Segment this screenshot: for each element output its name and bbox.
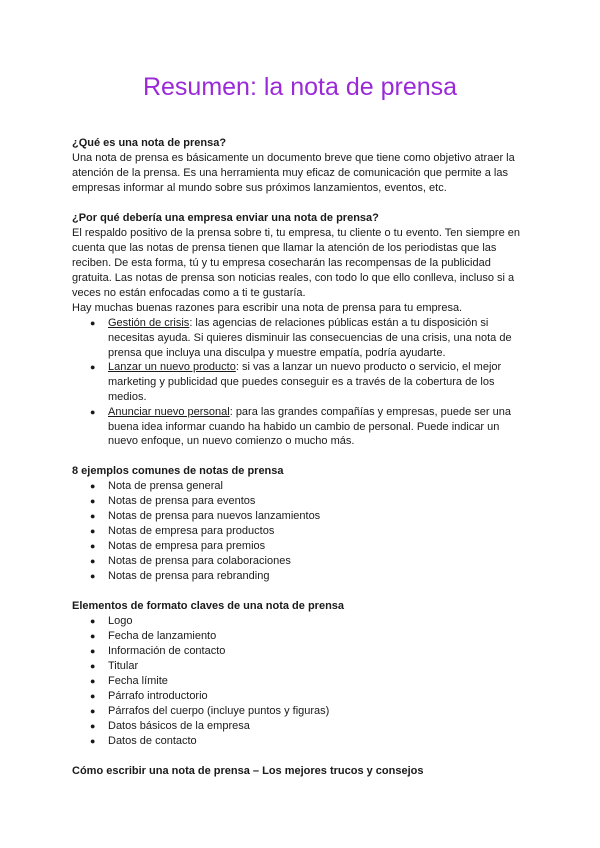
list-item-text: Fecha de lanzamiento (108, 630, 217, 643)
bullet-icon: ● (90, 571, 96, 582)
reasons-list (72, 316, 528, 449)
list-item (90, 479, 528, 494)
list-item-text: Datos de contacto (108, 735, 197, 748)
section-why (72, 211, 528, 449)
list-item (90, 659, 528, 674)
reason-term: Gestión de crisis (108, 317, 190, 329)
list-item-text: Notas de empresa para productos (108, 525, 275, 538)
list-item-text: Notas de prensa para eventos (108, 495, 256, 508)
reason-text: : para las grandes compañías y empresas, puede ser una buena idea informar cuando ha habido un cambio de personal. Puede indicar un nuevo enfoque, un nuevo comienzo o mucho más. (108, 405, 511, 448)
list-item (90, 539, 528, 554)
list-item-text: Notas de prensa para colaboraciones (108, 555, 291, 568)
section-body: El respaldo positivo de la prensa sobre ti, tu empresa, tu cliente o tu evento. Ten siempre en cuenta que las notas de prensa tienen que llamar la atención de los periodistas que las reciben. De esta forma, tú y tu empresa cosecharán las recompensas de la publicidad gratuita. Las notas de prensa son noticias reales, con todo lo que ello conlleva, incluso si a veces no están enfocadas como a ti te gustaría. (72, 227, 520, 299)
list-item (90, 629, 528, 644)
bullet-icon: ● (90, 661, 96, 672)
bullet-icon: ● (90, 541, 96, 552)
bullet-icon: ● (90, 526, 96, 537)
bullet-icon: ● (90, 362, 96, 373)
section-what-is (72, 136, 528, 196)
section-examples (72, 464, 528, 584)
list-item (90, 405, 528, 449)
bullet-icon: ● (90, 496, 96, 507)
list-item-text: Datos básicos de la empresa (108, 720, 250, 733)
list-item (90, 674, 528, 689)
reason-text: : las agencias de relaciones públicas están a tu disposición si necesitas ayuda. Si quieres disminuir las consecuencias de una crisis, una nota de prensa que incluya una disculpa y muestre empatía, podría ayudarte. (108, 317, 512, 359)
section-heading: ¿Qué es una nota de prensa? (72, 137, 227, 149)
list-item-text: Notas de empresa para premios (108, 540, 266, 553)
section-body: Una nota de prensa es básicamente un documento breve que tiene como objetivo atraer la atención de la prensa. Es una herramienta muy eficaz de comunicación que permite a las empresas informar al mundo sobre sus próximos lanzamientos, eventos, etc. (72, 152, 515, 194)
bullet-icon: ● (90, 406, 96, 417)
bullet-icon: ● (90, 616, 96, 627)
list-item-text: Nota de prensa general (108, 480, 223, 493)
bullet-icon: ● (90, 631, 96, 642)
list-item-text: Párrafo introductorio (108, 690, 208, 703)
format-list (72, 614, 528, 749)
reason-term: Lanzar un nuevo producto (108, 361, 236, 374)
list-item-text: Fecha límite (108, 675, 168, 688)
section-heading: 8 ejemplos comunes de notas de prensa (72, 465, 284, 478)
bullet-icon: ● (90, 646, 96, 657)
list-item (90, 734, 528, 749)
list-item (90, 719, 528, 734)
reason-text: : si vas a lanzar un nuevo producto o servicio, el mejor marketing y publicidad que puedes conseguir es a través de la cobertura de los medios. (108, 361, 502, 403)
bullet-icon: ● (90, 691, 96, 702)
bullet-icon: ● (90, 676, 96, 687)
page-title: Resumen: la nota de prensa (142, 73, 458, 101)
bullet-icon: ● (90, 556, 96, 567)
list-item (90, 509, 528, 524)
list-item-text: Notas de prensa para rebranding (108, 570, 270, 583)
bullet-icon: ● (90, 318, 96, 328)
list-item-text: Párrafos del cuerpo (incluye puntos y figuras) (108, 705, 330, 718)
bullet-icon: ● (90, 511, 96, 522)
bullet-icon: ● (90, 481, 96, 492)
list-item (90, 614, 528, 629)
list-item (90, 316, 528, 360)
list-item-text: Notas de prensa para nuevos lanzamientos (108, 510, 321, 523)
section-heading: ¿Por qué debería una empresa enviar una nota de prensa? (72, 212, 379, 224)
list-item-text: Logo (108, 615, 133, 628)
list-item (90, 524, 528, 539)
examples-list (72, 479, 528, 584)
document-page (72, 70, 528, 794)
section-heading: Cómo escribir una nota de prensa – Los mejores trucos y consejos (72, 765, 424, 778)
reasons-intro: Hay muchas buenas razones para escribir una nota de prensa para tu empresa. (72, 302, 463, 314)
bullet-icon: ● (90, 721, 96, 732)
list-item (90, 644, 528, 659)
list-item-text: Información de contacto (108, 645, 226, 658)
list-item-text: Titular (108, 660, 139, 673)
section-how-to (72, 764, 528, 779)
reason-term: Anunciar nuevo personal (108, 405, 230, 418)
list-item (90, 704, 528, 719)
list-item (90, 494, 528, 509)
bullet-icon: ● (90, 706, 96, 717)
list-item (90, 689, 528, 704)
list-item (90, 554, 528, 569)
section-heading: Elementos de formato claves de una nota de prensa (72, 600, 345, 613)
bullet-icon: ● (90, 736, 96, 747)
section-format-elements (72, 599, 528, 749)
list-item (90, 360, 528, 404)
list-item (90, 569, 528, 584)
